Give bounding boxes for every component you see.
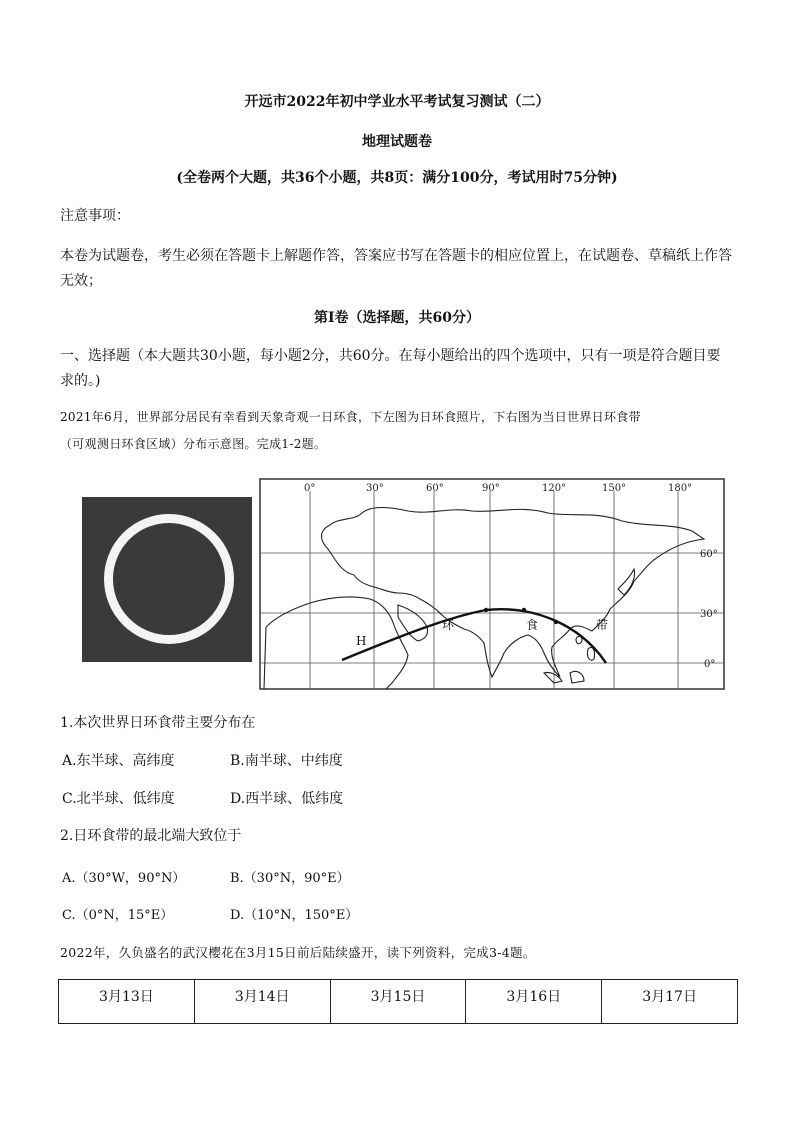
question-2-option-c[interactable]: C.（0°N，15°E） [62, 908, 174, 923]
lon-label-30: 30° [366, 483, 384, 494]
question-2-option-a[interactable]: A.（30°W，90°N） [62, 871, 186, 886]
table-cell-mar-16: 3月16日 [466, 980, 602, 1024]
lon-label-0: 0° [304, 483, 316, 494]
question-1-option-d[interactable]: D.西半球、低纬度 [230, 791, 344, 807]
question-2-option-d[interactable]: D.（10°N，150°E） [230, 908, 359, 923]
passage-1-line-2: （可观测日环食区域）分布示意图。完成1-2题。 [60, 437, 327, 451]
question-1-option-c[interactable]: C.北半球、低纬度 [62, 791, 175, 807]
eclipse-band-map [258, 477, 728, 695]
passage-1-line-1: 2021年6月，世界部分居民有幸看到天象奇观一日环食，下左图为日环食照片，下右图为当日世界日环食带 [60, 410, 641, 424]
band-char-shi: 食 [526, 618, 539, 632]
section-title: 第Ⅰ卷（选择题，共60分） [313, 310, 481, 326]
section-intro-1: 一、选择题（本大题共30小题，每小题2分，共60分。在每小题给出的四个选项中，只有一项是符合题目要 [60, 348, 721, 364]
lat-label-60: 60° [700, 549, 718, 560]
question-1-stem: 1.本次世界日环食带主要分布在 [60, 715, 256, 731]
lon-label-180: 180° [668, 483, 693, 494]
map-label-h: H [356, 634, 367, 648]
notice-line-2: 无效； [60, 273, 102, 289]
table-cell-mar-15: 3月15日 [330, 980, 466, 1024]
table-cell-mar-17: 3月17日 [602, 980, 738, 1024]
question-1-option-b[interactable]: B.南半球、中纬度 [230, 753, 343, 769]
band-char-dai: 带 [596, 618, 609, 632]
exam-title: 开远市2022年初中学业水平考试复习测试（二） [244, 94, 550, 110]
exam-info: (全卷两个大题，共36个小题，共8页：满分100分，考试用时75分钟) [176, 170, 618, 186]
lon-label-90: 90° [482, 483, 500, 494]
dates-table [58, 979, 738, 1024]
table-cell-mar-13: 3月13日 [59, 980, 195, 1024]
table-row [59, 980, 738, 1024]
notice-line-1: 本卷为试题卷，考生必须在答题卡上解题作答，答案应书写在答题卡的相应位置上，在试题卷、草稿纸上作答 [60, 248, 732, 264]
band-point-3 [554, 620, 558, 624]
lon-label-60: 60° [426, 483, 444, 494]
band-char-huan: 环 [442, 618, 455, 632]
table-cell-mar-14: 3月14日 [194, 980, 330, 1024]
question-2-stem: 2.日环食带的最北端大致位于 [60, 828, 242, 844]
section-intro-2: 求的。) [60, 373, 101, 389]
passage-2-line-1: 2022年，久负盛名的武汉樱花在3月15日前后陆续盛开，读下列资料，完成3-4题。 [60, 945, 536, 960]
notice-heading: 注意事项： [60, 208, 130, 224]
lon-label-150: 150° [602, 483, 627, 494]
band-point-1 [484, 608, 488, 612]
question-2-option-b[interactable]: B.（30°N，90°E） [230, 871, 350, 886]
lat-label-0: 0° [704, 659, 716, 670]
lon-label-120: 120° [542, 483, 567, 494]
exam-subtitle: 地理试题卷 [362, 134, 432, 150]
lat-label-30: 30° [700, 609, 718, 620]
eclipse-ring [104, 514, 234, 644]
question-1-option-a[interactable]: A.东半球、高纬度 [62, 753, 175, 769]
annular-eclipse-photo [82, 497, 252, 662]
band-point-2 [522, 608, 526, 612]
